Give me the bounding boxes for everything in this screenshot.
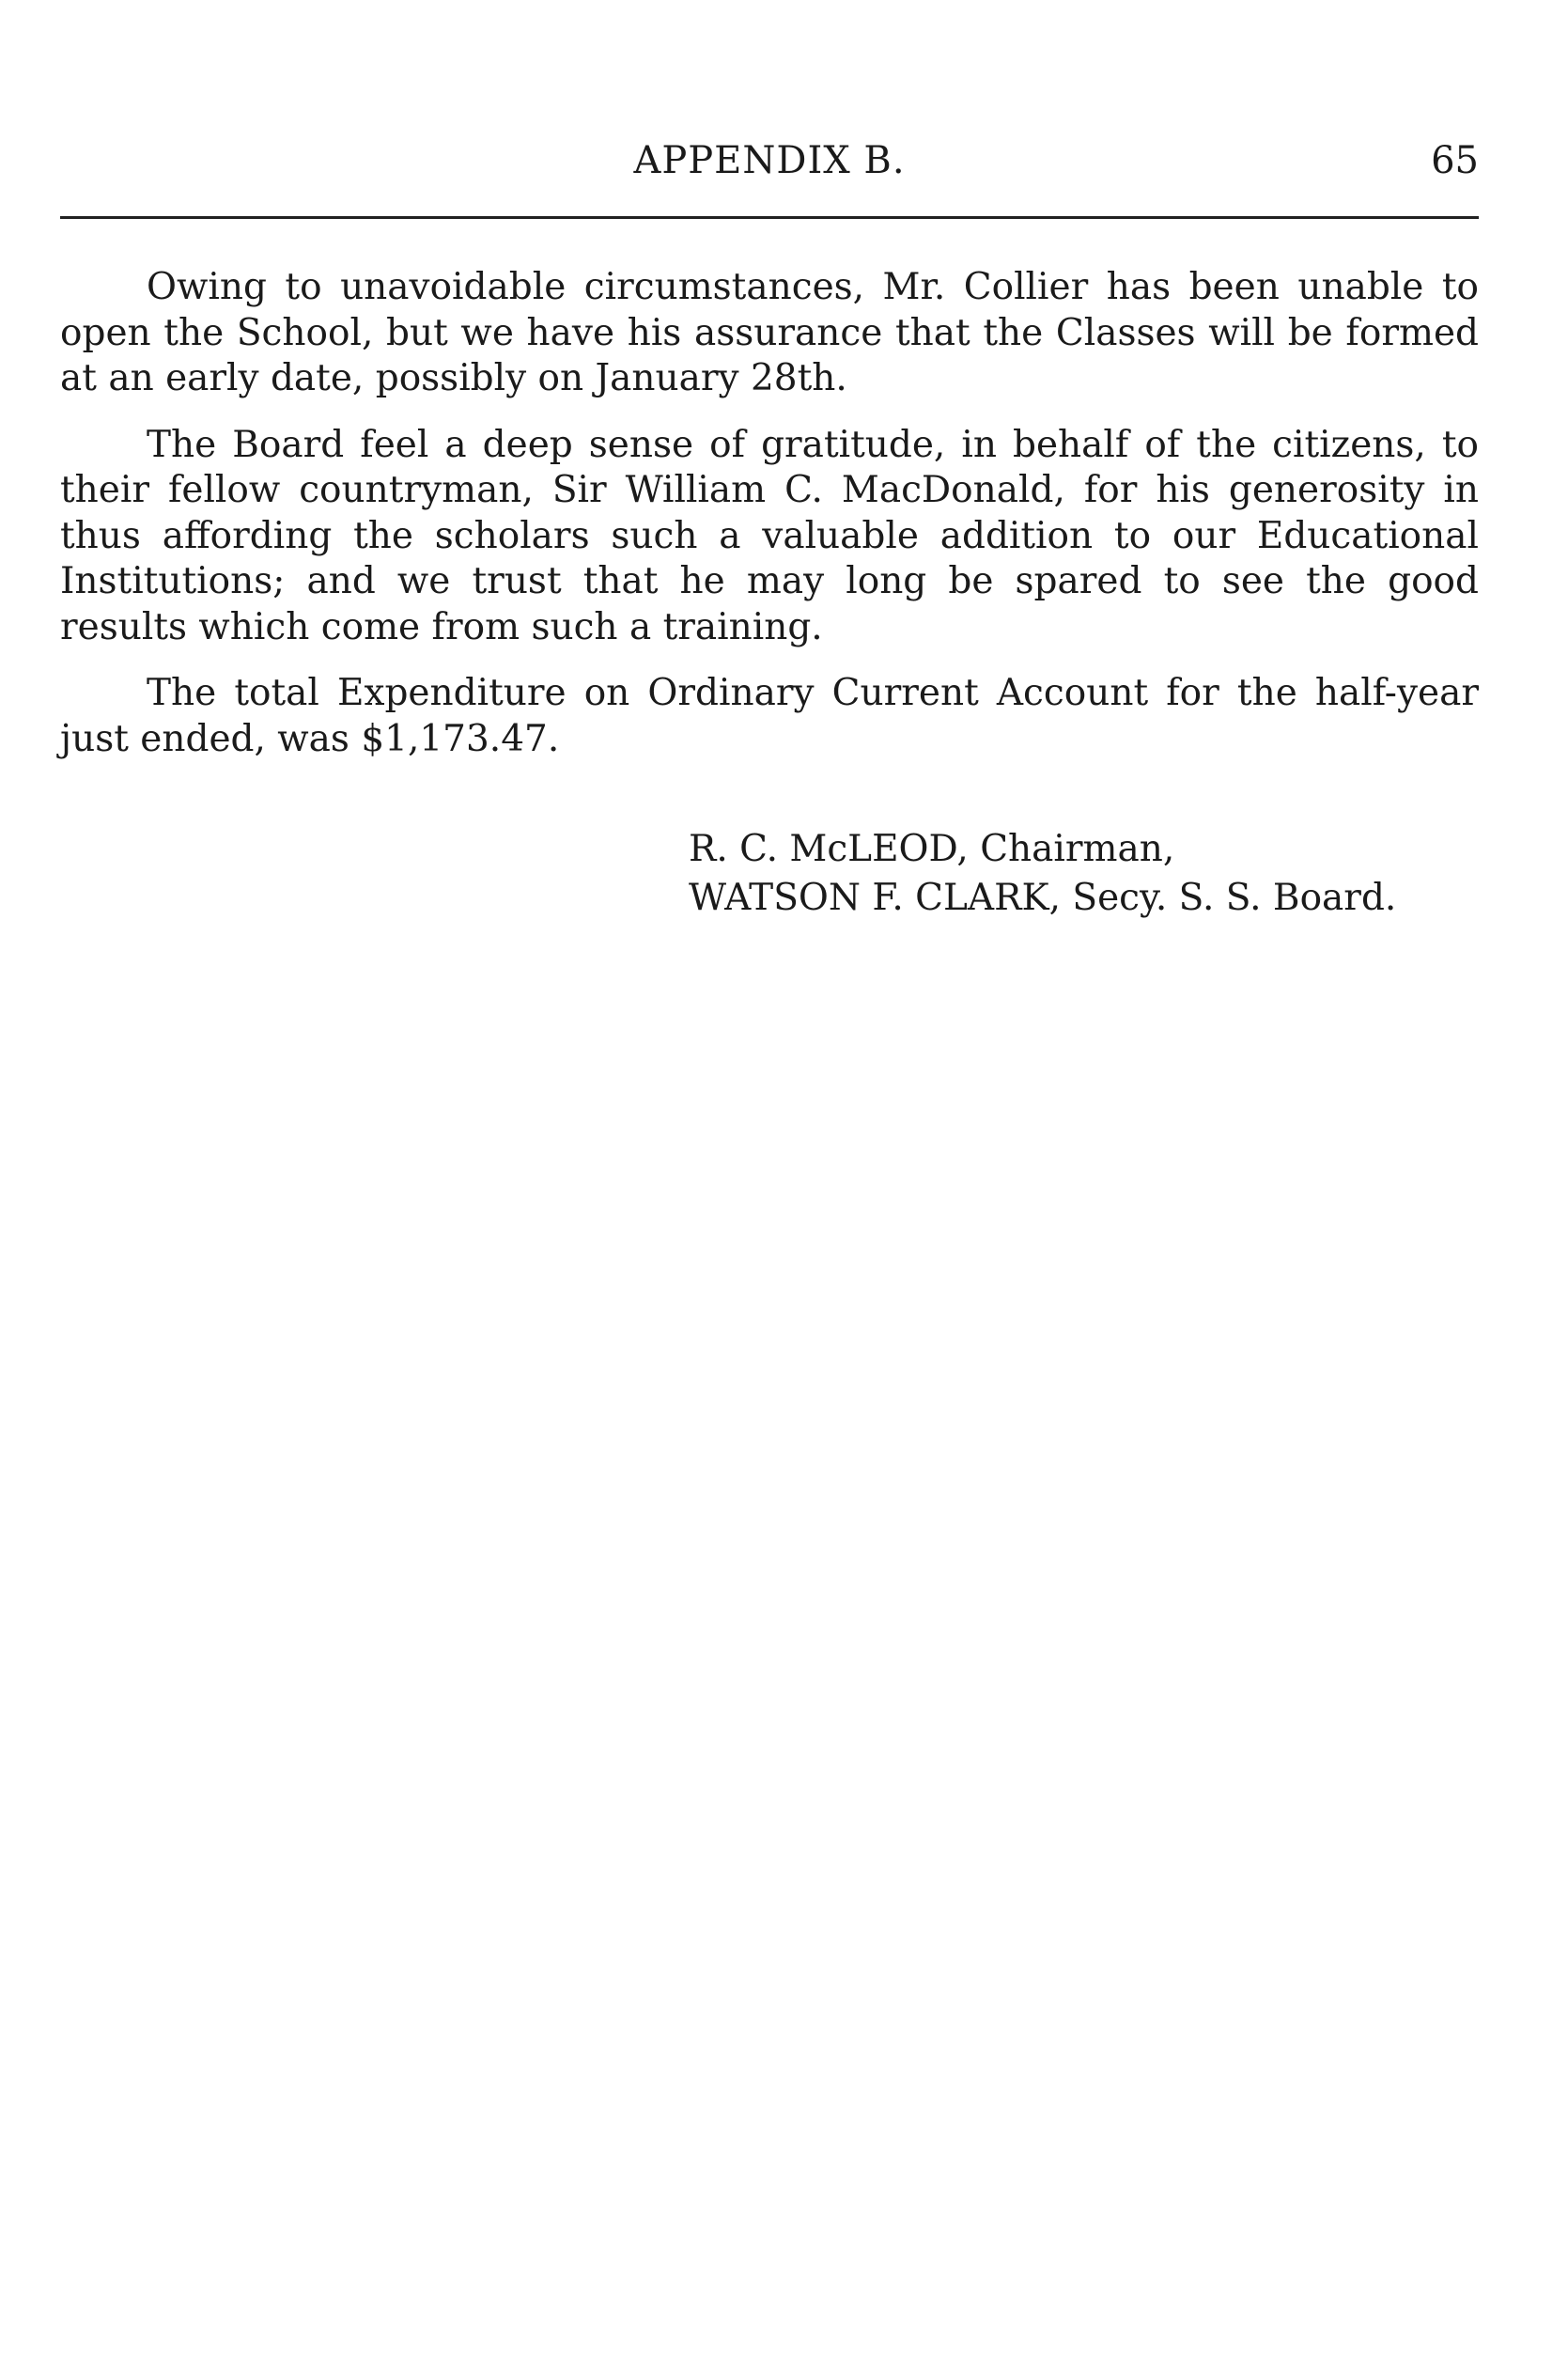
- running-head: [60, 139, 1479, 186]
- paragraph-expenditure: The total Expenditure on Ordinary Current Account for the half-year just ended, was $1,173.47.: [60, 672, 1479, 760]
- running-title: APPENDIX B.: [633, 139, 906, 182]
- signature-secretary: WATSON F. CLARK, Secy. S. S. Board.: [689, 877, 1397, 919]
- page-number: 65: [1431, 139, 1479, 182]
- body-text: [60, 265, 1479, 783]
- paragraph-school-opening: Owing to unavoidable circumstances, Mr. Collier has been unable to open the School, but we have his assurance that the Classes will be formed at an early date, possibly on January 28th.: [60, 266, 1479, 399]
- signature-chairman: R. C. McLEOD, Chairman,: [689, 828, 1175, 870]
- header-rule: [60, 216, 1479, 219]
- signature-block: [689, 825, 1396, 923]
- paragraph-gratitude: The Board feel a deep sense of gratitude, in behalf of the citizens, to their fellow countryman, Sir William C. MacDonald, for his generosity in thus affording the scholars such a valuable addition to our Educational Institutions; and we trust that he may long be spared to see the good results which come from such a training.: [60, 423, 1479, 648]
